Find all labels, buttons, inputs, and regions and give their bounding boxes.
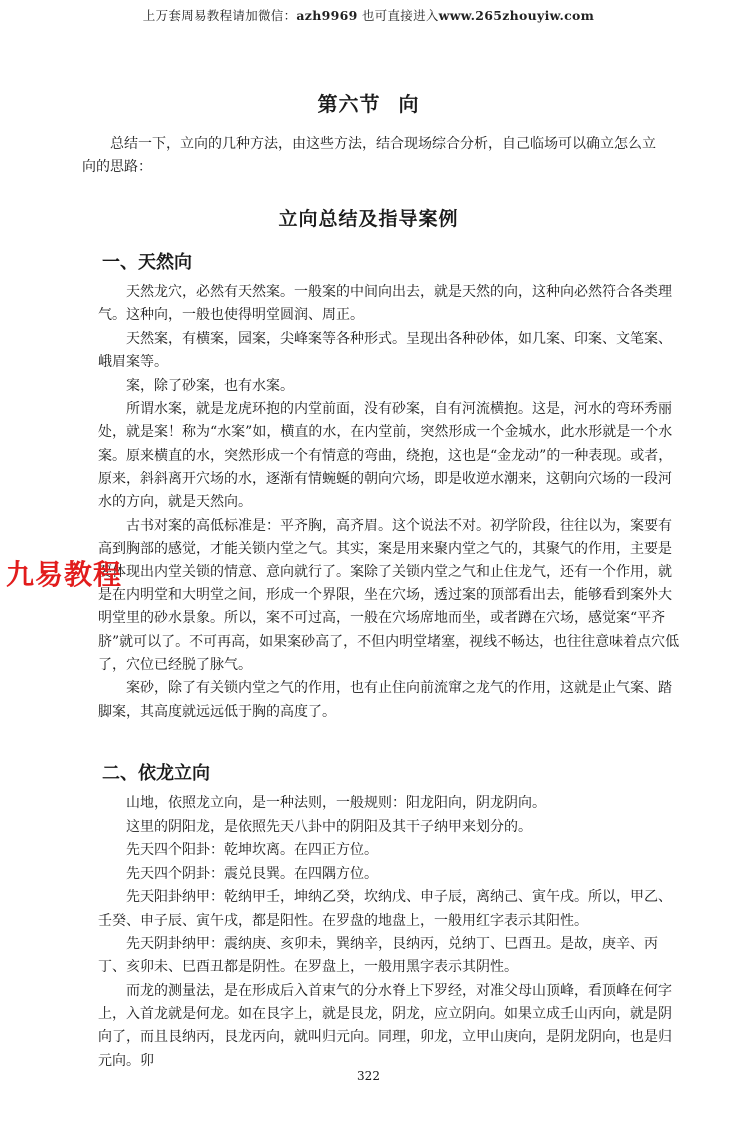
section-natural-direction-body [98,281,683,724]
paragraph: 先天阴卦纳甲：震纳庚、亥卯未，巽纳辛，艮纳丙，兑纳丁、巳酉丑。是故，庚辛、丙丁、亥卯未、巳酉丑都是阴性。在罗盘上，一般用黑字表示其阴性。 [98,936,658,976]
header-text-2: 也可直接进入 [357,8,439,23]
heading-follow-dragon: 二、依龙立向 [102,763,210,784]
section-title-label: 第六节 [317,92,381,116]
paragraph: 天然案，有横案，园案，尖峰案等各种形式。呈现出各种砂体，如几案、印案、文笔案、峨眉案等。 [98,330,672,370]
intro-paragraph: 总结一下，立向的几种方法，由这些方法，结合现场综合分析，自己临场可以确立怎么立向的思路： [82,136,656,175]
section-title-word: 向 [398,92,420,116]
page-header [0,6,737,24]
watermark-logo: 九易教程 [6,558,123,591]
paragraph: 这里的阴阳龙，是依照先天八卦中的阴阳及其干子纳甲来划分的。 [126,818,532,835]
paragraph: 先天四个阴卦：震兑艮巽。在四隅方位。 [126,865,378,882]
section-follow-dragon-body [98,792,683,1073]
paragraph: 山地，依照龙立向，是一种法则，一般规则：阳龙阳向，阴龙阴向。 [126,795,546,811]
paragraph: 天然龙穴，必然有天然案。一般案的中间向出去，就是天然的向，这种向必然符合各类理气。这种向，一般也使得明堂圆润、周正。 [98,284,672,324]
paragraph: 案，除了砂案，也有水案。 [126,377,294,394]
paragraph: 古书对案的高低标准是：平齐胸，高齐眉。这个说法不对。初学阶段，往往以为，案要有高到胸部的感觉，才能关锁内堂之气。其实，案是用来聚内堂之气的，其聚气的作用，主要是要体现出内堂关锁的情意、意向就行了。案除了关锁内堂之气和止住龙气，还有一个作用，就是在内明堂和大明堂之间，形成一个界限，坐在穴场，透过案的顶部看出去，能够看到案外大明堂里的砂水景象。所以，案不可过高，一般在穴场席地而坐，或者蹲在穴场，感觉案“平齐脐”就可以了。不可再高，如果案砂高了，不但内明堂堵塞，视线不畅达，也往往意味着点穴低了，穴位已经脱了脉气。 [98,517,680,673]
page-number: 322 [357,1069,380,1083]
subtitle: 立向总结及指导案例 [278,208,459,230]
header-text: 上万套周易教程请加微信： [142,8,297,23]
paragraph: 所谓水案，就是龙虎环抱的内堂前面，没有砂案，自有河流横抱。这是，河水的弯环秀丽处，就是案！称为“水案”如，横直的水，在内堂前，突然形成一个金城水，此水形就是一个水案。原来横直的水，突然形成一个有情意的弯曲，绕抱，这也是“金龙动”的一种表现。或者，原来，斜斜离开穴场的水，逐渐有情蜿蜒的朝向穴场，即是收逆水潮来，这朝向穴场的一段河水的方向，就是天然向。 [98,401,673,510]
paragraph: 而龙的测量法，是在形成后入首束气的分水脊上下罗经，对准父母山顶峰，看顶峰在何字上，入首龙就是何龙。如在艮字上，就是艮龙，阴龙，应立阴向。如果立成壬山丙向，就是阴向了，而且艮纳丙，艮龙丙向，就叫归元向。同理，卯龙，立甲山庚向，是阴龙阴向，也是归元向。卯 [98,982,672,1069]
paragraph: 先天四个阳卦：乾坤坎离。在四正方位。 [126,842,378,859]
header-wechat-id: azh9969 [296,8,358,23]
header-website[interactable]: www.265zhouyiw.com [438,8,595,23]
paragraph: 案砂，除了有关锁内堂之气的作用，也有止住向前流窜之龙气的作用，这就是止气案、踏脚案，其高度就远远低于胸的高度了。 [98,680,672,720]
paragraph: 先天阳卦纳甲：乾纳甲壬，坤纳乙癸，坎纳戊、申子辰，离纳己、寅午戌。所以，甲乙、壬癸、申子辰、寅午戌，都是阳性。在罗盘的地盘上，一般用红字表示其阳性。 [98,889,672,929]
section-title [0,88,737,117]
heading-natural-direction: 一、天然向 [102,252,192,273]
